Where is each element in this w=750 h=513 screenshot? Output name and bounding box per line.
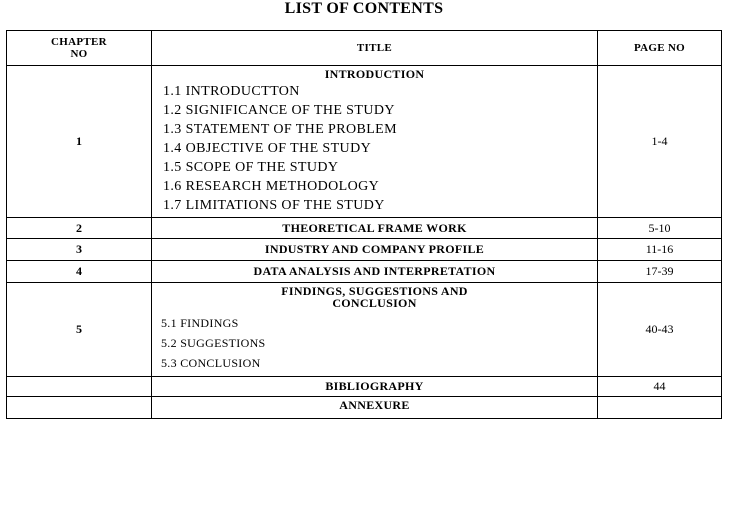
table-row xyxy=(7,283,722,377)
chapter-title-cell xyxy=(152,66,598,218)
page-range: 44 xyxy=(598,377,722,397)
subsection-item: 5.2 SUGGESTIONS xyxy=(161,336,266,350)
chapter-number: 3 xyxy=(7,239,152,261)
contents-table xyxy=(6,30,722,419)
page-range: 11-16 xyxy=(598,239,722,261)
chapter-number: 1 xyxy=(7,66,152,218)
table-row xyxy=(7,377,722,397)
table-row xyxy=(7,239,722,261)
page-range xyxy=(598,397,722,419)
page-range: 40-43 xyxy=(598,283,722,377)
chapter-heading-line1: FINDINGS, SUGGESTIONS AND xyxy=(281,284,468,298)
table-row xyxy=(7,397,722,419)
subsection-item: 1.7 LIMITATIONS OF THE STUDY xyxy=(163,198,385,213)
table-row xyxy=(7,218,722,239)
chapter-number: 2 xyxy=(7,218,152,239)
chapter-title-cell xyxy=(152,283,598,377)
chapter-heading-line2: CONCLUSION xyxy=(332,296,417,310)
header-page-no: PAGE NO xyxy=(598,31,722,66)
page-range: 1-4 xyxy=(598,66,722,218)
subsection-item: 5.3 CONCLUSION xyxy=(161,356,261,370)
table-row xyxy=(7,261,722,283)
chapter-number: 4 xyxy=(7,261,152,283)
subsection-item: 1.6 RESEARCH METHODOLOGY xyxy=(163,179,380,194)
subsection-item: 5.1 FINDINGS xyxy=(161,316,239,330)
chapter-number xyxy=(7,397,152,419)
chapter-number: 5 xyxy=(7,283,152,377)
page-range: 17-39 xyxy=(598,261,722,283)
chapter-heading: INDUSTRY AND COMPANY PROFILE xyxy=(152,239,598,261)
table-header-row xyxy=(7,31,722,66)
header-title: TITLE xyxy=(152,31,598,66)
header-chapter-no xyxy=(7,31,152,66)
chapter-heading: INTRODUCTION xyxy=(324,67,425,81)
page-range: 5-10 xyxy=(598,218,722,239)
subsection-item: 1.3 STATEMENT OF THE PROBLEM xyxy=(163,122,397,137)
subsection-item: 1.5 SCOPE OF THE STUDY xyxy=(163,160,339,175)
chapter-number xyxy=(7,377,152,397)
chapter-heading: THEORETICAL FRAME WORK xyxy=(152,218,598,239)
page-title: LIST OF CONTENTS xyxy=(284,0,444,17)
subsection-item: 1.4 OBJECTIVE OF THE STUDY xyxy=(163,141,372,156)
chapter-heading: BIBLIOGRAPHY xyxy=(152,377,598,397)
chapter-heading: DATA ANALYSIS AND INTERPRETATION xyxy=(152,261,598,283)
chapter-heading: ANNEXURE xyxy=(152,397,598,419)
subsection-item: 1.2 SIGNIFICANCE OF THE STUDY xyxy=(163,103,395,118)
table-row xyxy=(7,66,722,218)
subsection-item: 1.1 INTRODUCTTON xyxy=(163,84,300,99)
header-chapter-line2: NO xyxy=(70,48,88,60)
header-chapter-line1: CHAPTER xyxy=(51,36,107,48)
